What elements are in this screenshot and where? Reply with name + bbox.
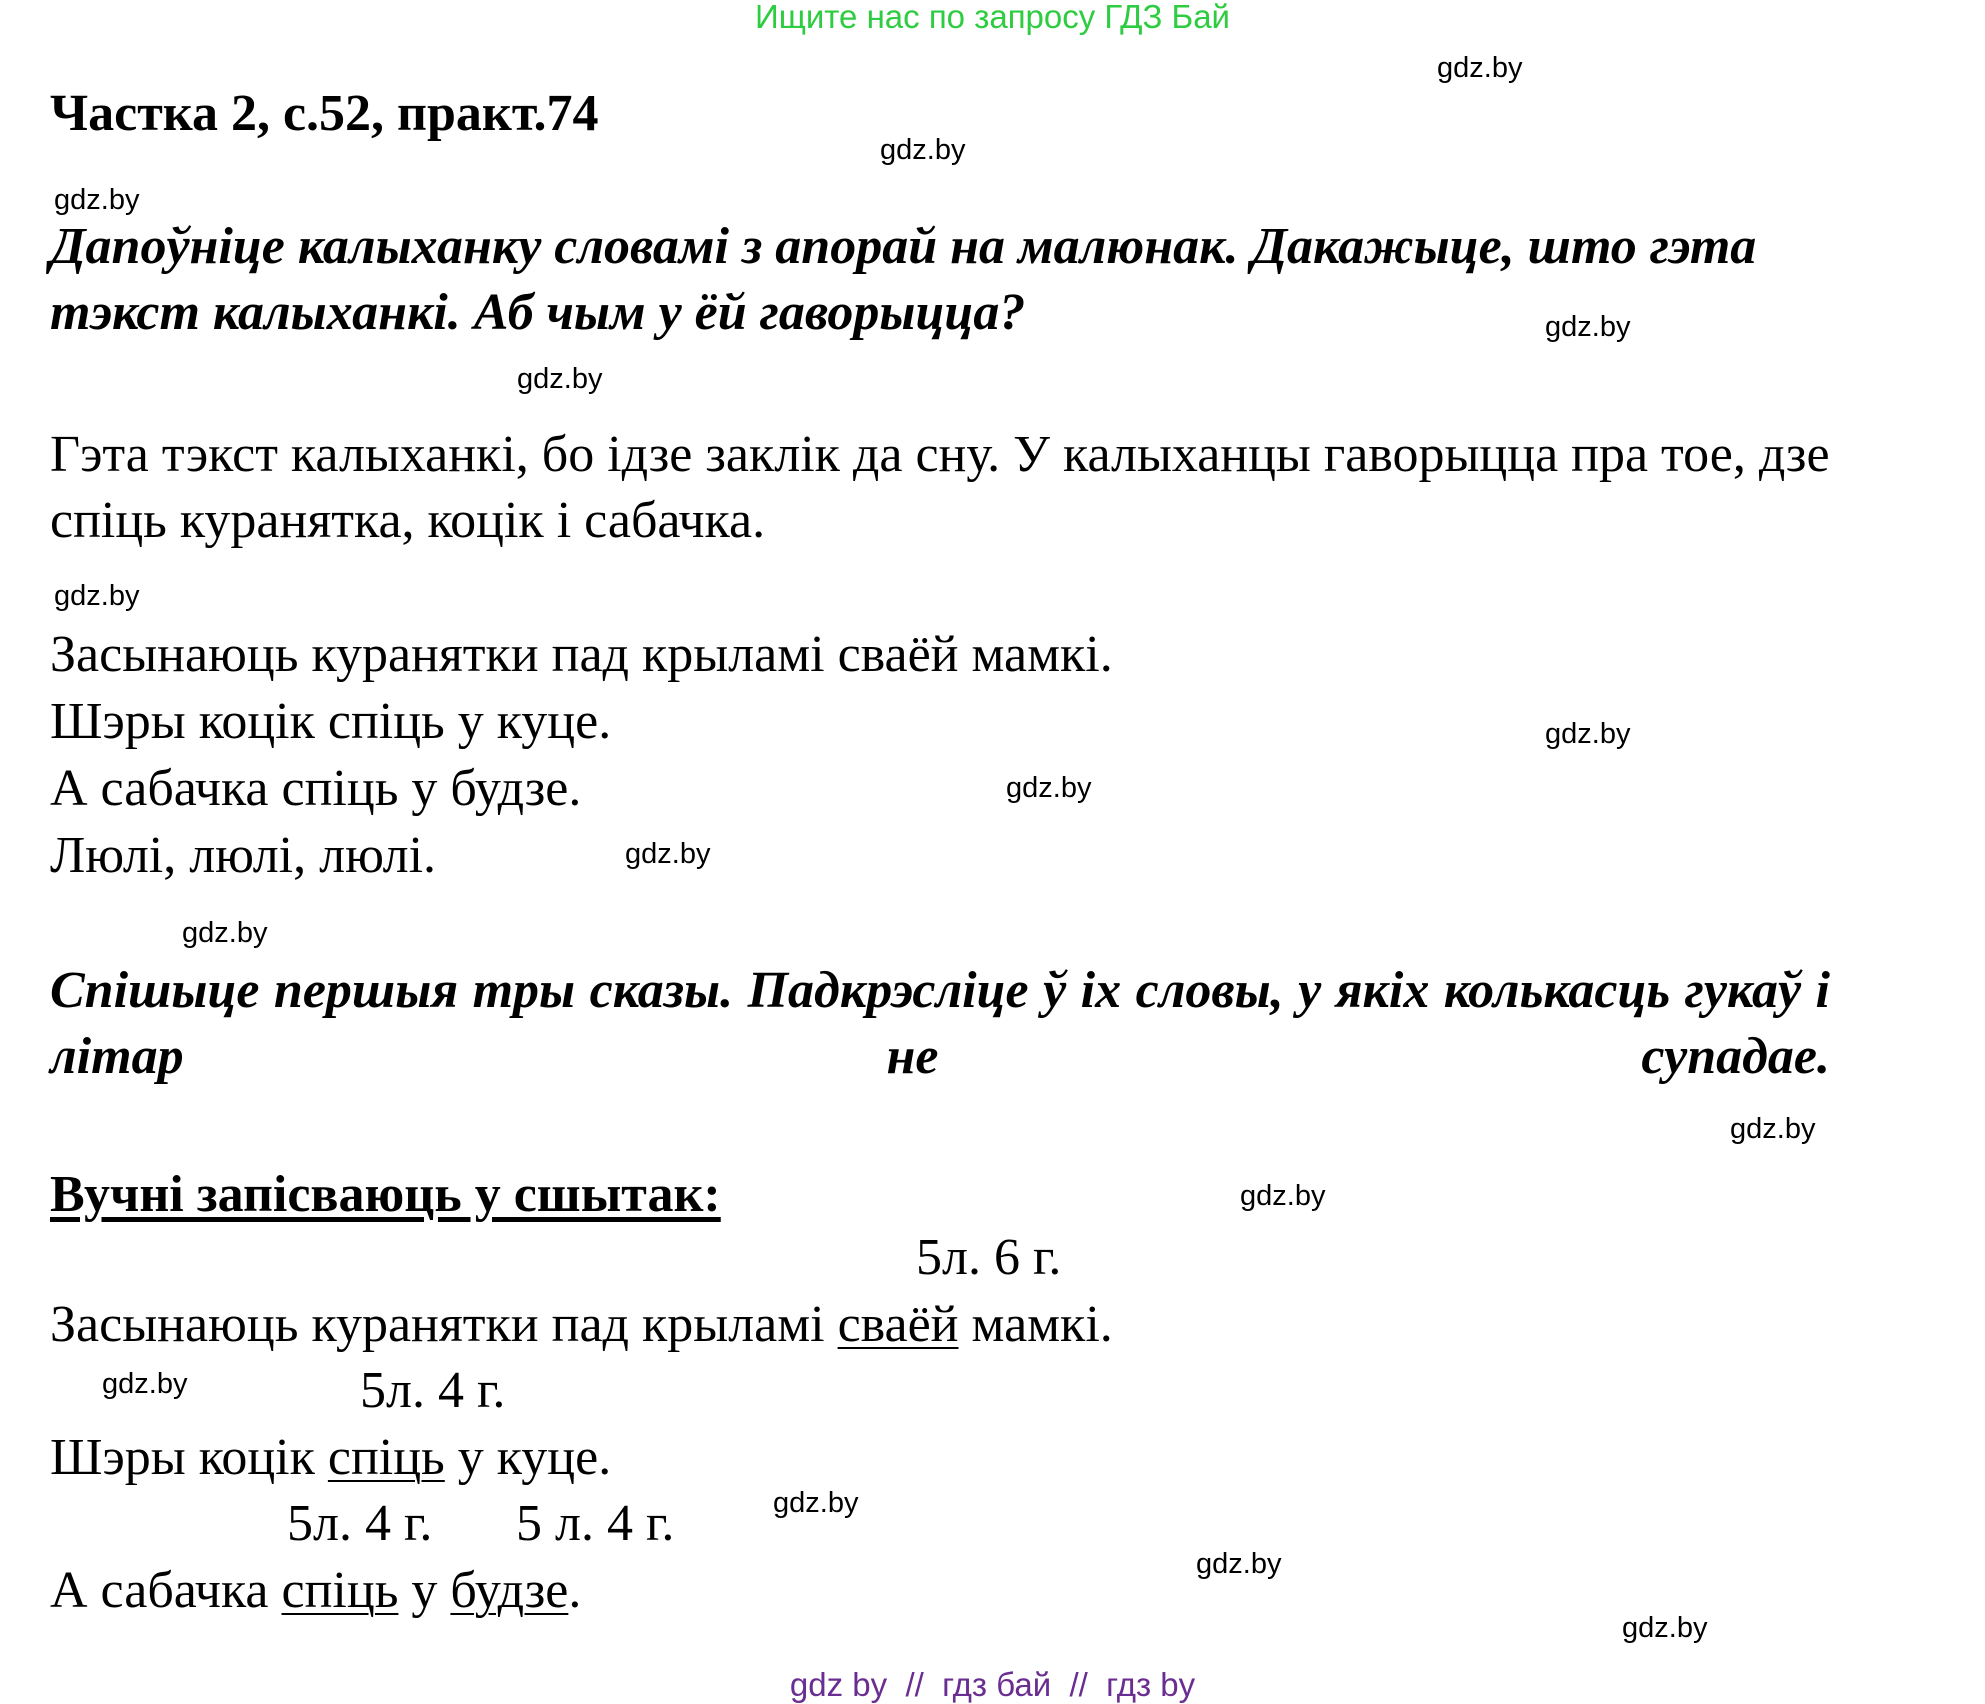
notebook-sentence-1 xyxy=(50,1292,1113,1358)
notebook-sentence-2 xyxy=(50,1425,611,1491)
notebook-sentence-3 xyxy=(50,1558,581,1624)
notebook-title: Вучні запісваюць у сшытак: xyxy=(50,1166,721,1223)
watermark: gdz.by xyxy=(102,1368,188,1400)
page-title: Частка 2, с.52, практ.74 xyxy=(50,85,599,142)
task-1-text: Дапоўніце калыханку словамі з апорай на малюнак. Дакажыце, што гэта тэкст калыханкі. Аб чым у ёй гаворыцца? xyxy=(50,218,1757,341)
lullaby-line: А сабачка спіць у будзе. xyxy=(50,760,582,817)
letter-sound-count: 5л. 4 г. xyxy=(287,1495,433,1552)
lullaby-line: Засынаюць куранятки пад крыламі сваёй мамкі. xyxy=(50,626,1113,683)
sentence-text: мамкі. xyxy=(958,1296,1113,1353)
underlined-word: спіць xyxy=(327,1429,445,1486)
watermark: gdz.by xyxy=(1196,1548,1282,1580)
watermark: gdz.by xyxy=(773,1487,859,1519)
letter-sound-count: 5л. 6 г. xyxy=(916,1229,1062,1286)
lullaby-line: Люлі, люлі, люлі. xyxy=(50,827,437,884)
watermark: gdz.by xyxy=(1437,52,1523,84)
sentence-text: у xyxy=(398,1562,451,1619)
letter-sound-count: 5 л. 4 г. xyxy=(516,1495,675,1552)
watermark: gdz.by xyxy=(1006,772,1092,804)
top-banner: Ищите нас по запросу ГДЗ Бай xyxy=(755,0,1230,35)
sentence-text: . xyxy=(568,1562,582,1619)
underlined-word: будзе xyxy=(450,1562,569,1619)
sentence-text: Шэры коцік xyxy=(50,1429,328,1486)
watermark: gdz.by xyxy=(54,580,140,612)
footer-links: gdz by // гдз бай // гдз by xyxy=(789,1666,1196,1703)
sentence-text: у куце. xyxy=(444,1429,612,1486)
watermark: gdz.by xyxy=(54,184,140,216)
sentence-text: А сабачка xyxy=(50,1562,282,1619)
watermark: gdz.by xyxy=(1240,1180,1326,1212)
watermark: gdz.by xyxy=(1545,718,1631,750)
watermark: gdz.by xyxy=(625,838,711,870)
watermark: gdz.by xyxy=(1545,311,1631,343)
watermark: gdz.by xyxy=(1622,1612,1708,1644)
lullaby-line: Шэры коцік спіць у куце. xyxy=(50,693,612,750)
task-2-text: Спішыце першыя тры сказы. Падкрэсліце ў іх словы, у якіх колькасць гукаў і літар не супадае. xyxy=(50,962,1830,1085)
watermark: gdz.by xyxy=(182,917,268,949)
letter-sound-count: 5л. 4 г. xyxy=(360,1362,506,1419)
answer-paragraph: Гэта тэкст калыханкі, бо ідзе заклік да сну. У калыханцы гаворыцца пра тое, дзе спіць куранятка, коцік і сабачка. xyxy=(50,426,1830,549)
watermark: gdz.by xyxy=(880,134,966,166)
watermark: gdz.by xyxy=(517,363,603,395)
sentence-text: Засынаюць куранятки пад крыламі xyxy=(50,1296,838,1353)
underlined-word: сваёй xyxy=(837,1296,959,1353)
watermark: gdz.by xyxy=(1730,1113,1816,1145)
underlined-word: спіць xyxy=(281,1562,399,1619)
